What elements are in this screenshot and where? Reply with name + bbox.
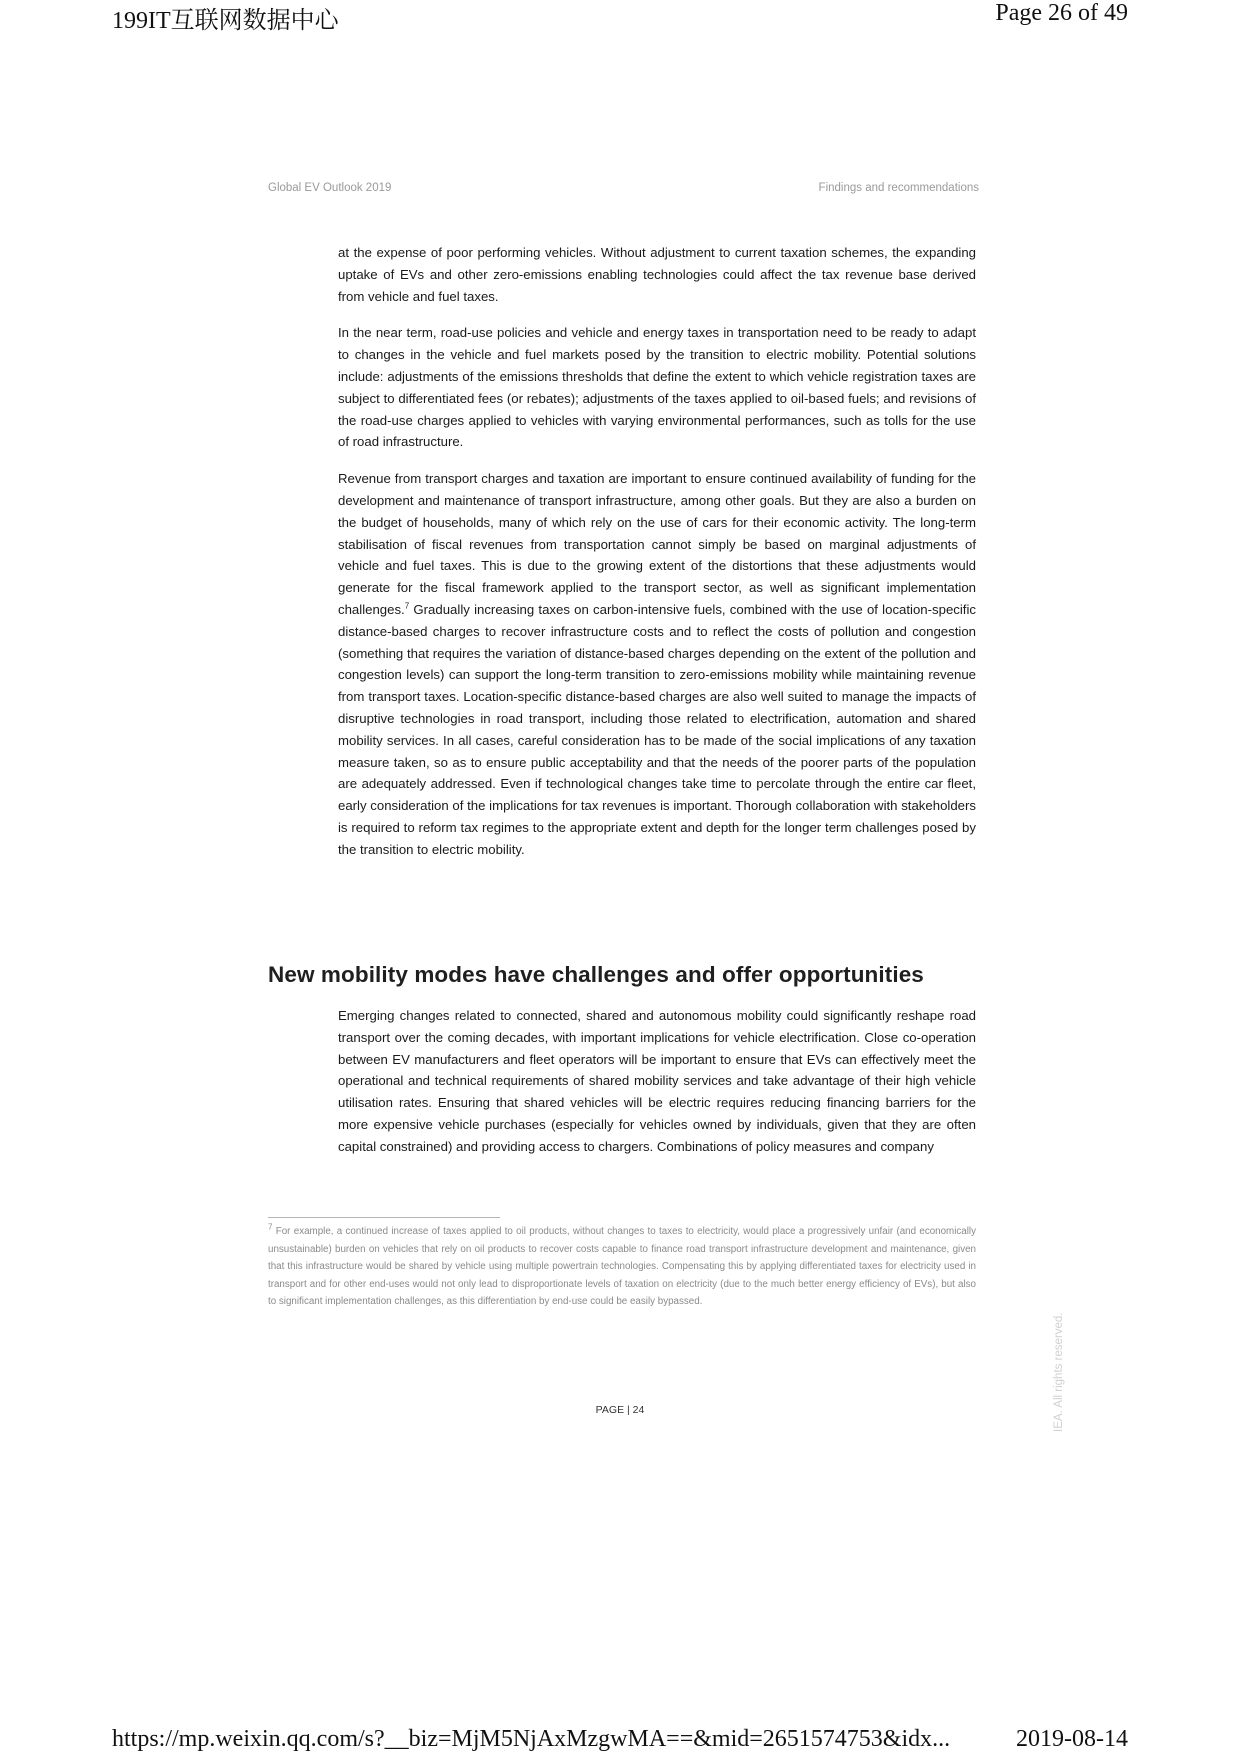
footnote-divider bbox=[268, 1217, 500, 1218]
footnote bbox=[268, 1223, 976, 1311]
print-date: 2019-08-14 bbox=[1016, 1726, 1128, 1752]
print-source-title: 199IT互联网数据中心 bbox=[112, 8, 339, 34]
running-header-section: Findings and recommendations bbox=[818, 182, 979, 194]
body-paragraph-text: Revenue from transport charges and taxation are important to ensure continued availability of funding for the development and maintenance of transport infrastructure, among other goals. But they are also a burden on the budget of households, many of which rely on the use of cars for their economic activity. The long-term stabilisation of fiscal revenues from transportation cannot simply be based on marginal adjustments of vehicle and fuel taxes. This is due to the growing extent of the distortions that these adjustments would generate for the fiscal framework applied to the transport sector, as well as significant implementation challenges. bbox=[338, 471, 976, 617]
body-text-bottom bbox=[338, 1005, 976, 1173]
print-source-url: https://mp.weixin.qq.com/s?__biz=MjM5NjAxMzgwMA==&mid=2651574753&idx... bbox=[112, 1726, 951, 1752]
running-header-title: Global EV Outlook 2019 bbox=[268, 182, 392, 194]
body-paragraph: at the expense of poor performing vehicles. Without adjustment to current taxation schemes, the expanding uptake of EVs and other zero-emissions enabling technologies could affect the tax revenue base derived from vehicle and fuel taxes. bbox=[338, 245, 976, 304]
body-paragraph: In the near term, road-use policies and vehicle and energy taxes in transportation need to be ready to adapt to changes in the vehicle and fuel markets posed by the transition to electric mobility. Potential solutions include: adjustments of the emissions thresholds that define the extent to which vehicle registration taxes are subject to differentiated fees (or rebates); adjustments of the taxes applied to oil-based fuels; and revisions of the road-use charges applied to vehicles with varying environmental performances, such as tolls for the use of road infrastructure. bbox=[338, 325, 976, 450]
body-paragraph-text: Gradually increasing taxes on carbon-intensive fuels, combined with the use of location-specific distance-based charges to recover infrastructure costs and to reflect the costs of pollution and congestion (something that requires the variation of distance-based charges depending on the extent of the pollution and congestion levels) can support the long-term transition to zero-emissions mobility while maintaining revenue from transport taxes. Location-specific distance-based charges are also well suited to manage the impacts of disruptive technologies in road transport, including those related to electrification, automation and shared mobility services. In all cases, careful consideration has to be made of the social implications of any taxation measure taken, so as to ensure public acceptability and that the needs of the poorer parts of the population are adequately addressed. Even if technological changes take time to percolate through the entire car fleet, early consideration of the implications for tax revenues is important. Thorough collaboration with stakeholders is required to reform tax regimes to the appropriate extent and depth for the longer term challenges posed by the transition to electric mobility. bbox=[338, 601, 976, 857]
body-paragraph-revenue bbox=[338, 468, 976, 860]
print-page-count: Page 26 of 49 bbox=[995, 0, 1128, 26]
footnote-number: 7 bbox=[268, 1222, 273, 1232]
section-heading: New mobility modes have challenges and offer opportunities bbox=[268, 962, 924, 987]
footnote-reference: 7 bbox=[404, 601, 410, 611]
rights-watermark: IEA. All rights reserved. bbox=[1053, 1312, 1065, 1432]
footnote-text: For example, a continued increase of taxes applied to oil products, without changes to taxes to electricity, would place a progressively unfair (and economically unsustainable) burden on vehicles that rely on oil products to recover costs capable to finance road transport infrastructure development and maintenance, given that this infrastructure would be shared by vehicle using multiple powertrain technologies. Compensating this by applying differentiated taxes for electricity used in transport and for other end-uses would not only lead to disproportionate levels of taxation on electricity (due to the much better energy efficiency of EVs), but also to significant implementation challenges, as this differentiation by end-use could be easily bypassed. bbox=[268, 1226, 976, 1307]
body-text-top bbox=[338, 242, 976, 876]
page-number: PAGE | 24 bbox=[595, 1404, 645, 1416]
body-paragraph: Emerging changes related to connected, shared and autonomous mobility could significantly reshape road transport over the coming decades, with important implications for vehicle electrification. Close co-operation between EV manufacturers and fleet operators will be important to ensure that EVs can effectively meet the operational and technical requirements of shared mobility services and take advantage of their high vehicle utilisation rates. Ensuring that shared vehicles will be electric requires reducing financing barriers for the more expensive vehicle purchases (especially for vehicles owned by individuals, given that they are often capital constrained) and providing access to chargers. Combinations of policy measures and company bbox=[338, 1008, 976, 1154]
